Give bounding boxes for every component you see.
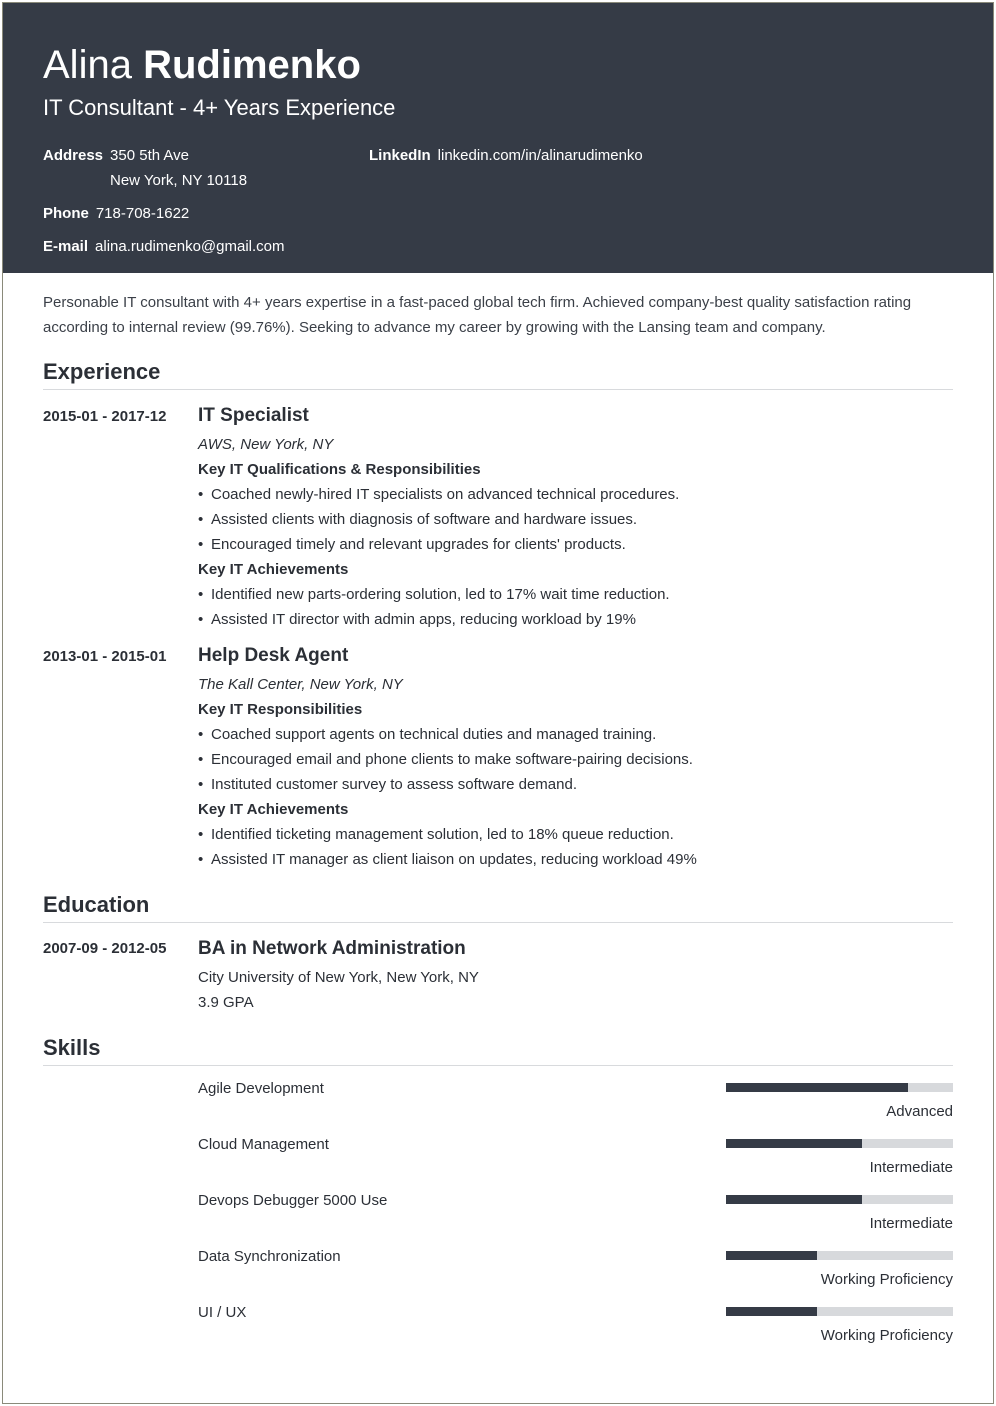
skill-level-label: Advanced xyxy=(886,1103,953,1120)
resume-page xyxy=(2,2,994,1404)
list-item: • Assisted IT manager as client liaison on updates, reducing workload 49% xyxy=(198,851,697,868)
email-label: E-mail xyxy=(43,238,89,255)
list-item: • Identified ticketing management solution, led to 18% queue reduction. xyxy=(198,826,674,843)
education-degree: BA in Network Administration xyxy=(198,938,466,959)
job-group-heading: Key IT Qualifications & Responsibilities xyxy=(198,461,481,478)
address-line2: New York, NY 10118 xyxy=(110,172,248,189)
job-group-heading: Key IT Achievements xyxy=(198,561,349,578)
experience-heading: Experience xyxy=(43,359,953,390)
education-dates: 2007-09 - 2012-05 xyxy=(43,940,167,957)
education-school: City University of New York, New York, NY xyxy=(198,969,479,986)
address-line1: 350 5th Ave xyxy=(110,147,189,164)
skill-level-fill xyxy=(726,1195,862,1204)
skill-level-bar xyxy=(726,1139,953,1148)
phone-label: Phone xyxy=(43,205,89,222)
job-title: IT Specialist xyxy=(198,405,309,426)
phone-value: 718-708-1622 xyxy=(95,205,190,222)
job-company: The Kall Center, New York, NY xyxy=(198,676,403,693)
address-field xyxy=(43,147,189,165)
list-item: • Assisted clients with diagnosis of software and hardware issues. xyxy=(198,511,638,528)
email-field xyxy=(43,238,285,256)
education-heading: Education xyxy=(43,892,953,923)
skills-heading: Skills xyxy=(43,1035,953,1066)
candidate-name xyxy=(43,41,361,89)
address-label: Address xyxy=(43,147,104,164)
job-company: AWS, New York, NY xyxy=(198,436,334,453)
skill-name: Cloud Management xyxy=(198,1136,329,1153)
list-item: • Coached newly-hired IT specialists on advanced technical procedures. xyxy=(198,486,680,503)
skill-name: Agile Development xyxy=(198,1080,324,1097)
skill-level-fill xyxy=(726,1083,908,1092)
skill-name: Data Synchronization xyxy=(198,1248,341,1265)
job-group-heading: Key IT Responsibilities xyxy=(198,701,363,718)
skill-level-bar xyxy=(726,1195,953,1204)
candidate-subtitle: IT Consultant - 4+ Years Experience xyxy=(43,95,396,120)
resume-header xyxy=(3,3,993,273)
skill-level-label: Intermediate xyxy=(869,1159,953,1176)
first-name: Alina xyxy=(43,43,132,87)
skill-level-label: Intermediate xyxy=(869,1215,953,1232)
last-name: Rudimenko xyxy=(143,43,361,87)
profile-summary: Personable IT consultant with 4+ years expertise in a fast-paced global tech firm. Achieved company-best quality satisfaction rating according to internal review (99.76%). Seeking to advance my career by growing with the Lansing team and company. xyxy=(43,294,912,336)
list-item: • Encouraged timely and relevant upgrades for clients' products. xyxy=(198,536,626,553)
linkedin-label: LinkedIn xyxy=(369,147,431,164)
phone-field xyxy=(43,205,189,223)
list-item: • Instituted customer survey to assess software demand. xyxy=(198,776,577,793)
skill-level-label: Working Proficiency xyxy=(820,1327,953,1344)
job-group-heading: Key IT Achievements xyxy=(198,801,349,818)
skill-level-fill xyxy=(726,1307,817,1316)
skill-name: Devops Debugger 5000 Use xyxy=(198,1192,388,1209)
skill-level-bar xyxy=(726,1083,953,1092)
job-title: Help Desk Agent xyxy=(198,645,349,666)
skill-level-fill xyxy=(726,1251,817,1260)
list-item: • Coached support agents on technical duties and managed training. xyxy=(198,726,657,743)
skill-level-bar xyxy=(726,1307,953,1316)
linkedin-link[interactable]: linkedin.com/in/alinarudimenko xyxy=(437,147,643,164)
job-dates: 2013-01 - 2015-01 xyxy=(43,648,167,665)
email-link[interactable]: alina.rudimenko@gmail.com xyxy=(95,238,285,255)
list-item: • Identified new parts-ordering solution, led to 17% wait time reduction. xyxy=(198,586,670,603)
skill-name: UI / UX xyxy=(198,1304,247,1321)
skill-level-fill xyxy=(726,1139,862,1148)
skill-level-label: Working Proficiency xyxy=(820,1271,953,1288)
skill-level-bar xyxy=(726,1251,953,1260)
job-dates: 2015-01 - 2017-12 xyxy=(43,408,167,425)
linkedin-field xyxy=(369,147,643,165)
education-gpa: 3.9 GPA xyxy=(198,994,254,1011)
list-item: • Encouraged email and phone clients to make software-pairing decisions. xyxy=(198,751,693,768)
list-item: • Assisted IT director with admin apps, reducing workload by 19% xyxy=(198,611,636,628)
